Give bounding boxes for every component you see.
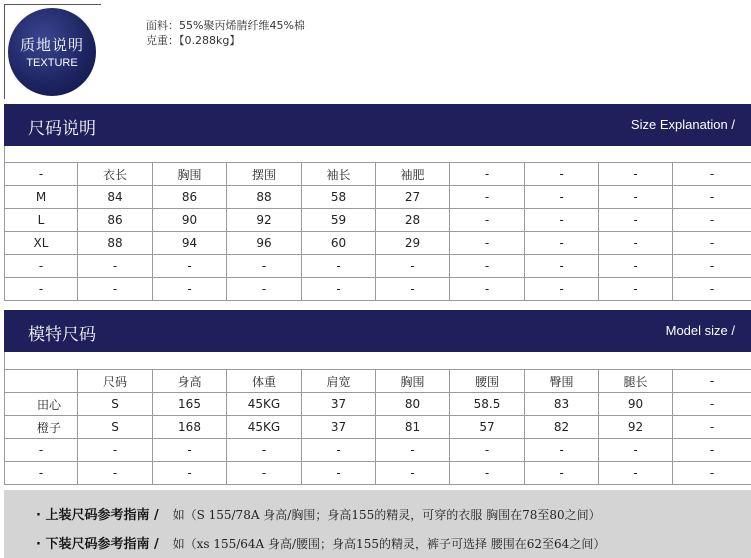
table-cell: -: [78, 278, 153, 301]
table-cell: 90: [599, 393, 673, 416]
texture-badge: [8, 8, 96, 96]
table-cell: 92: [227, 209, 302, 232]
table-cell: -: [450, 278, 525, 301]
table-cell: 83: [525, 393, 599, 416]
table-cell: -: [376, 439, 450, 462]
table-cell: -: [450, 255, 525, 278]
table-cell: -: [227, 278, 302, 301]
model-table-row: [5, 416, 751, 439]
table-cell: -: [673, 186, 751, 209]
size-section-subtitle: Size Explanation /: [630, 117, 735, 132]
table-cell: 胸围: [376, 370, 450, 393]
table-cell: 58.5: [450, 393, 525, 416]
table-cell: -: [599, 186, 673, 209]
table-cell: 28: [376, 209, 450, 232]
table-cell: 88: [227, 186, 302, 209]
table-cell: -: [599, 255, 673, 278]
table-cell: 81: [376, 416, 450, 439]
table-cell: -: [525, 439, 599, 462]
table-cell: -: [673, 439, 751, 462]
table-cell: 168: [153, 416, 227, 439]
model-table: [4, 369, 751, 485]
table-cell: -: [376, 255, 450, 278]
table-cell: 橙子: [5, 416, 78, 439]
top-size-guide: [36, 504, 601, 523]
table-cell: -: [525, 462, 599, 485]
table-cell: -: [5, 278, 78, 301]
table-cell: -: [153, 462, 227, 485]
table-cell: S: [78, 393, 153, 416]
table-cell: 86: [153, 186, 227, 209]
table-cell: -: [673, 278, 751, 301]
table-cell: 84: [78, 186, 153, 209]
model-section-title: 模特尺码: [28, 325, 96, 345]
table-cell: -: [153, 255, 227, 278]
table-cell: 臀围: [525, 370, 599, 393]
table-cell: 体重: [227, 370, 302, 393]
size-table-row: [5, 186, 751, 209]
table-cell: 腿长: [599, 370, 673, 393]
table-cell: -: [599, 163, 673, 186]
table-cell: -: [78, 255, 153, 278]
table-cell: -: [5, 255, 78, 278]
table-cell: -: [450, 462, 525, 485]
table-cell: XL: [5, 232, 78, 255]
table-cell: L: [5, 209, 78, 232]
model-section-bar: [4, 310, 751, 352]
table-cell: -: [450, 163, 525, 186]
table-cell: 田心: [5, 393, 78, 416]
size-table-row: [5, 232, 751, 255]
table-cell: -: [673, 232, 751, 255]
size-section-bar: [4, 104, 751, 146]
table-cell: -: [599, 278, 673, 301]
table-cell: S: [78, 416, 153, 439]
table-cell: -: [5, 163, 78, 186]
table-cell: -: [673, 255, 751, 278]
table-cell: -: [599, 462, 673, 485]
table-cell: -: [599, 439, 673, 462]
table-cell: -: [227, 255, 302, 278]
table-cell: -: [673, 393, 751, 416]
size-table-row: [5, 209, 751, 232]
top-guide-text: 如（S 155/78A 身高/胸围；身高155的精灵，可穿的衣服 胸围在78至80之间）: [172, 508, 601, 522]
table-cell: -: [673, 370, 751, 393]
table-cell: -: [78, 462, 153, 485]
table-cell: -: [450, 186, 525, 209]
table-cell: [5, 370, 78, 393]
table-cell: 86: [78, 209, 153, 232]
size-table-row: [5, 163, 751, 186]
size-section-title: 尺码说明: [28, 119, 96, 139]
table-cell: 80: [376, 393, 450, 416]
size-table-spacer: [4, 146, 751, 162]
table-cell: 身高: [153, 370, 227, 393]
table-cell: -: [78, 439, 153, 462]
model-table-row: [5, 462, 751, 485]
table-cell: 82: [525, 416, 599, 439]
table-cell: -: [376, 278, 450, 301]
table-cell: -: [450, 209, 525, 232]
table-cell: 57: [450, 416, 525, 439]
fabric-weight: 克重：【0.288kg】: [146, 34, 241, 47]
table-cell: 29: [376, 232, 450, 255]
model-table-spacer: [4, 352, 751, 369]
table-cell: 165: [153, 393, 227, 416]
table-cell: -: [302, 255, 376, 278]
table-cell: -: [673, 462, 751, 485]
table-cell: 59: [302, 209, 376, 232]
table-cell: -: [227, 462, 302, 485]
table-cell: -: [525, 163, 599, 186]
table-cell: 37: [302, 393, 376, 416]
bottom-guide-text: 如（xs 155/64A 身高/腰围；身高155的精灵，裤子可选择 腰围在62至64之间）: [172, 537, 606, 551]
table-cell: -: [599, 209, 673, 232]
model-table-row: [5, 370, 751, 393]
table-cell: 摆围: [227, 163, 302, 186]
table-cell: -: [153, 278, 227, 301]
model-section-subtitle: Model size /: [665, 323, 735, 338]
texture-header: [0, 0, 751, 102]
table-cell: 胸围: [153, 163, 227, 186]
table-cell: -: [673, 209, 751, 232]
table-cell: -: [525, 186, 599, 209]
table-cell: 37: [302, 416, 376, 439]
size-guide: [4, 490, 751, 558]
size-table-row: [5, 255, 751, 278]
bottom-size-guide: [36, 533, 605, 552]
table-cell: -: [302, 278, 376, 301]
size-table-row: [5, 278, 751, 301]
table-cell: -: [525, 255, 599, 278]
table-cell: 94: [153, 232, 227, 255]
table-cell: 肩宽: [302, 370, 376, 393]
table-cell: -: [450, 439, 525, 462]
table-cell: -: [227, 439, 302, 462]
table-cell: 90: [153, 209, 227, 232]
table-cell: 88: [78, 232, 153, 255]
table-cell: 衣长: [78, 163, 153, 186]
table-cell: 92: [599, 416, 673, 439]
table-cell: M: [5, 186, 78, 209]
table-cell: 尺码: [78, 370, 153, 393]
table-cell: -: [302, 439, 376, 462]
table-cell: 45KG: [227, 393, 302, 416]
model-table-row: [5, 393, 751, 416]
table-cell: -: [5, 462, 78, 485]
table-cell: 60: [302, 232, 376, 255]
table-cell: -: [525, 209, 599, 232]
table-cell: -: [673, 163, 751, 186]
table-cell: 27: [376, 186, 450, 209]
table-cell: 袖肥: [376, 163, 450, 186]
table-cell: -: [525, 232, 599, 255]
table-cell: 45KG: [227, 416, 302, 439]
fabric-composition: 面料：55%聚丙烯腈纤维45%棉: [146, 19, 305, 32]
table-cell: -: [376, 462, 450, 485]
table-cell: -: [153, 439, 227, 462]
badge-title-cn: 质地说明: [19, 36, 84, 54]
table-cell: -: [302, 462, 376, 485]
table-cell: 袖长: [302, 163, 376, 186]
badge-title-en: TEXTURE: [26, 57, 78, 69]
top-guide-label: · 上装尺码参考指南 /: [36, 508, 159, 523]
table-cell: -: [5, 439, 78, 462]
fabric-info: [146, 18, 305, 48]
size-table: [4, 162, 751, 301]
table-cell: -: [450, 232, 525, 255]
bottom-guide-label: · 下装尺码参考指南 /: [36, 537, 159, 552]
table-cell: 腰围: [450, 370, 525, 393]
model-table-row: [5, 439, 751, 462]
table-cell: -: [673, 416, 751, 439]
table-cell: 58: [302, 186, 376, 209]
table-cell: -: [525, 278, 599, 301]
table-cell: 96: [227, 232, 302, 255]
table-cell: -: [599, 232, 673, 255]
